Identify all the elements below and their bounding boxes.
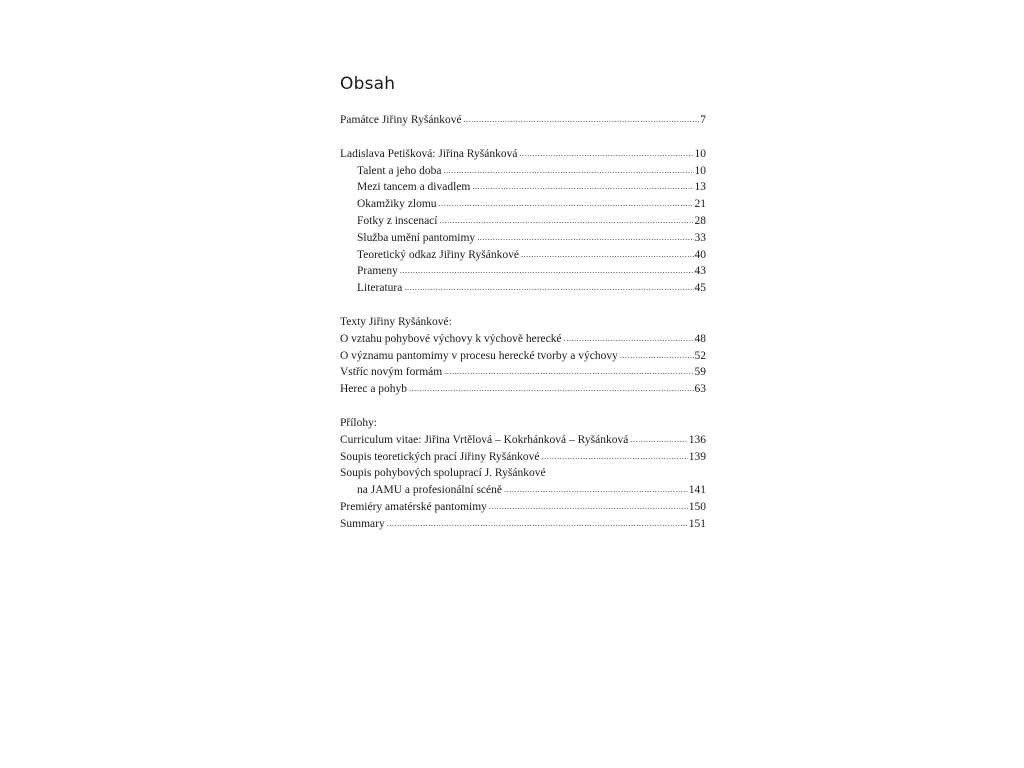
- toc-page-number: 43: [694, 265, 706, 278]
- toc-entry-title: Prameny: [357, 265, 398, 278]
- toc-entry[interactable]: [340, 432, 706, 449]
- toc-page-number: 21: [694, 198, 706, 211]
- toc-section-heading: Texty Jiřiny Ryšánkové:: [340, 315, 452, 328]
- toc-entry[interactable]: [340, 230, 706, 247]
- toc-entry-title: Služba umění pantomimy: [357, 231, 476, 244]
- dot-leader: [630, 432, 687, 449]
- toc-page-number: 33: [694, 231, 706, 244]
- toc-page-number: 10: [694, 147, 706, 160]
- toc-entry[interactable]: [340, 348, 706, 365]
- toc-entry[interactable]: [340, 112, 706, 129]
- toc-section: [340, 415, 706, 533]
- toc-page-number: 10: [694, 164, 706, 177]
- toc-entry[interactable]: [340, 163, 706, 180]
- toc-entry-title: Okamžiky zlomu: [357, 198, 437, 211]
- toc-page-number: 48: [694, 332, 706, 345]
- toc-page-number: 151: [688, 517, 706, 530]
- dot-leader: [541, 449, 687, 466]
- dot-leader: [620, 348, 694, 365]
- dot-leader: [504, 482, 688, 499]
- dot-leader: [564, 331, 694, 348]
- toc-page-number: 7: [700, 114, 706, 126]
- dot-leader: [439, 196, 694, 213]
- toc-page-number: 52: [694, 349, 706, 362]
- toc-page-number: 63: [694, 383, 706, 396]
- dot-leader: [519, 146, 693, 163]
- toc-page-number: 141: [688, 484, 706, 497]
- toc-entry-title: Mezi tancem a divadlem: [357, 181, 471, 194]
- toc-entry[interactable]: [340, 499, 706, 516]
- table-of-contents: [340, 72, 706, 550]
- toc-body: [340, 112, 706, 533]
- toc-entry[interactable]: [340, 449, 706, 466]
- toc-entry[interactable]: [340, 196, 706, 213]
- toc-page-number: 59: [694, 366, 706, 379]
- dot-leader: [400, 263, 694, 280]
- toc-section: [340, 314, 706, 398]
- toc-entry-title: Herec a pohyb: [340, 383, 408, 396]
- toc-entry-title: Literatura: [357, 282, 403, 295]
- toc-entry[interactable]: [340, 213, 706, 230]
- toc-section: [340, 112, 706, 129]
- toc-entry[interactable]: [340, 263, 706, 280]
- toc-entry-title: Památce Jiřiny Ryšánkové: [340, 114, 462, 126]
- toc-entry-title: Fotky z inscenací: [357, 214, 438, 227]
- toc-entry-title: Curriculum vitae: Jiřina Vrtělová – Kokrhánková – Ryšánková: [340, 433, 629, 446]
- toc-page-number: 150: [688, 500, 706, 513]
- toc-page-number: 139: [688, 450, 706, 463]
- dot-leader: [387, 516, 688, 533]
- toc-entry[interactable]: [340, 247, 706, 264]
- toc-entry-first-line[interactable]: Soupis pohybových spoluprací J. Ryšánkové: [340, 467, 546, 480]
- dot-leader: [444, 364, 693, 381]
- dot-leader: [443, 163, 693, 180]
- dot-leader: [464, 112, 700, 129]
- dot-leader: [472, 179, 693, 196]
- toc-page-number: 45: [694, 282, 706, 295]
- toc-entry[interactable]: [340, 482, 706, 499]
- dot-leader: [489, 499, 688, 516]
- toc-section: [340, 146, 706, 297]
- dot-leader: [404, 280, 693, 297]
- toc-entry-title: O významu pantomimy v procesu herecké tvorby a výchovy: [340, 349, 618, 362]
- toc-entry-title: O vztahu pohybové výchovy k výchově herecké: [340, 332, 562, 345]
- toc-page-number: 28: [694, 214, 706, 227]
- dot-leader: [409, 381, 693, 398]
- toc-entry-title: Teoretický odkaz Jiřiny Ryšánkové: [357, 248, 519, 261]
- toc-entry-title: Ladislava Petišková: Jiřina Ryšánková: [340, 147, 518, 160]
- toc-entry-title: Talent a jeho doba: [357, 164, 442, 177]
- toc-entry-title: Summary: [340, 517, 385, 530]
- toc-entry-title: Soupis teoretických prací Jiřiny Ryšánkové: [340, 450, 540, 463]
- toc-entry-title: na JAMU a profesionální scéně: [357, 484, 502, 497]
- toc-entry-title: Premiéry amatérské pantomimy: [340, 500, 487, 513]
- toc-entry[interactable]: [340, 516, 706, 533]
- toc-entry-title: Vstříc novým formám: [340, 366, 443, 379]
- page-title: Obsah: [340, 74, 396, 94]
- toc-page-number: 40: [694, 248, 706, 261]
- toc-entry[interactable]: [340, 280, 706, 297]
- toc-entry[interactable]: [340, 179, 706, 196]
- toc-entry[interactable]: [340, 381, 706, 398]
- toc-section-heading: Přílohy:: [340, 416, 378, 429]
- dot-leader: [477, 230, 693, 247]
- toc-page-number: 136: [688, 433, 706, 446]
- toc-entry[interactable]: [340, 331, 706, 348]
- toc-page-number: 13: [694, 181, 706, 194]
- dot-leader: [439, 213, 693, 230]
- dot-leader: [521, 247, 694, 264]
- toc-entry[interactable]: [340, 364, 706, 381]
- toc-entry[interactable]: [340, 146, 706, 163]
